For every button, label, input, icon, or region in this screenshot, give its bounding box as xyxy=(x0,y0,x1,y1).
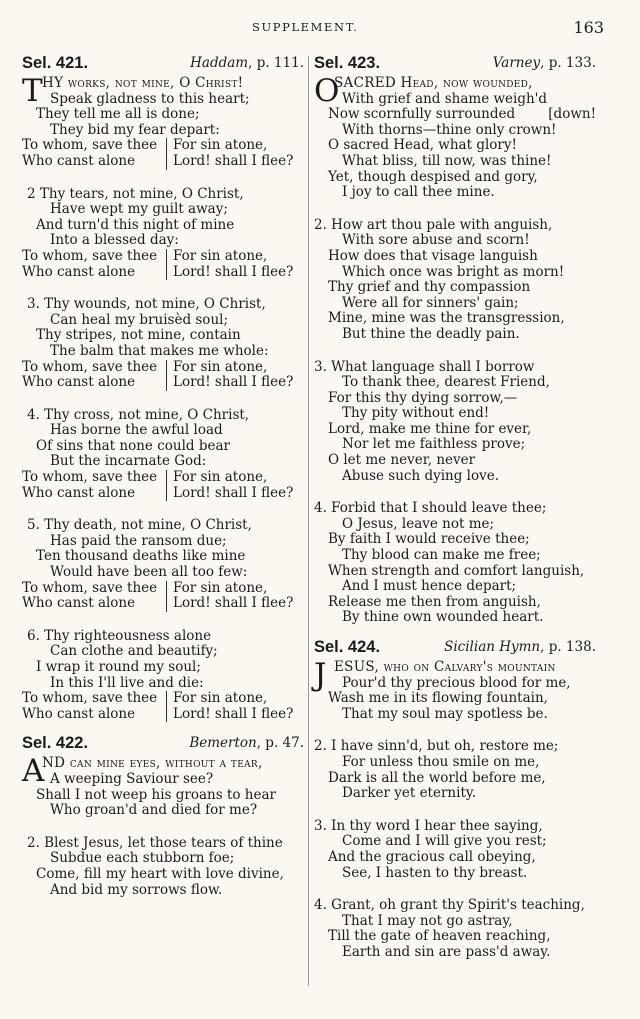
refrain-line: Lord! shall I flee? xyxy=(173,484,294,501)
hymn-line: They tell me all is done; xyxy=(36,106,200,123)
drop-cap: A xyxy=(22,753,45,790)
hymn-line: Has paid the ransom due; xyxy=(50,532,227,549)
tune-page: , p. 47. xyxy=(256,735,304,752)
refrain-line: Lord! shall I flee? xyxy=(173,595,294,612)
hymn-line: I wrap it round my soul; xyxy=(36,659,201,675)
hymn-line: Thy pity without end! xyxy=(342,405,490,422)
hymn-line: Thy blood can make me free; xyxy=(342,547,541,564)
refrain-line: Who canst alone xyxy=(22,595,136,612)
turnover-word: [down! xyxy=(548,106,596,123)
first-line-text: HY works, not mine, O Christ! xyxy=(42,75,244,91)
hymn-line: 3. Thy wounds, not mine, O Christ, xyxy=(27,296,266,313)
hymn-line: Wash me in its flowing fountain, xyxy=(328,690,548,707)
hymn-line: By faith I would receive thee; xyxy=(328,531,530,548)
refrain-line: Who canst alone xyxy=(22,152,136,169)
hymn-line: Earth and sin are pass'd away. xyxy=(342,943,551,960)
refrain-line: To whom, save thee xyxy=(22,469,158,486)
tune-name: Sicilian Hymn xyxy=(444,639,541,655)
hymn-line: 2. Blest Jesus, let those tears of thine xyxy=(27,834,283,851)
hymn-line: Pour'd thy precious blood for me, xyxy=(342,674,571,691)
hymn-line: Subdue each stubborn foe; xyxy=(50,850,235,867)
hymn-line: See, I hasten to thy breast. xyxy=(342,864,528,881)
hymn-line: Thy stripes, not mine, contain xyxy=(36,327,241,344)
column-divider xyxy=(308,56,309,986)
hymn-line: Speak gladness to this heart; xyxy=(50,90,250,107)
hymn-line: 4. Forbid that I should leave thee; xyxy=(314,500,547,517)
hymn-line: Have wept my guilt away; xyxy=(50,201,228,218)
drop-cap: O xyxy=(314,73,340,109)
refrain-line: For sin atone, xyxy=(173,690,268,707)
hymn-line: And turn'd this night of mine xyxy=(36,216,235,233)
refrain-line: To whom, save thee xyxy=(22,358,158,375)
hymn-line: Abuse such dying love. xyxy=(342,467,500,484)
hymn-line xyxy=(314,107,596,123)
hymn-line: With grief and shame weigh'd xyxy=(342,90,548,107)
hymn-422 xyxy=(22,732,304,898)
hymn-line: Can heal my bruisèd soul; xyxy=(50,311,228,328)
hymn-line: Release me then from anguish, xyxy=(328,593,541,610)
refrain-line: For sin atone, xyxy=(173,358,268,375)
tune-page: , p. 133. xyxy=(540,55,596,71)
hymn-line: Which once was bright as morn! xyxy=(342,263,565,280)
first-line-text: ND can mine eyes, without a tear, xyxy=(42,755,263,772)
hymn-line: And I must hence depart; xyxy=(342,578,517,595)
hymn-line: How does that visage languish xyxy=(328,247,538,264)
refrain xyxy=(22,581,304,612)
tune-name: Bemerton xyxy=(189,735,257,752)
hymn-line: O let me never, never xyxy=(328,452,476,469)
hymn-line: Were all for sinners' gain; xyxy=(342,294,519,311)
hymn-line: Can clothe and beautify; xyxy=(50,643,218,660)
hymn-line: But the incarnate God: xyxy=(50,453,207,470)
refrain xyxy=(22,360,304,391)
hymn-line: What bliss, till now, was thine! xyxy=(342,152,552,169)
hymn-line: I joy to call thee mine. xyxy=(342,184,495,201)
hymn-line: 5. Thy death, not mine, O Christ, xyxy=(27,517,252,534)
refrain xyxy=(22,470,304,501)
first-line-text: SACRED Head, now wounded, xyxy=(334,75,533,91)
hymn-line: But thine the deadly pain. xyxy=(342,325,520,342)
hymn-line: Of sins that none could bear xyxy=(36,437,230,454)
selection-number: Sel. 422. xyxy=(22,734,89,753)
hymn-line: In this I'll live and die: xyxy=(50,674,204,691)
hymn-line: Who groan'd and died for me? xyxy=(50,802,258,819)
hymn-line: Darker yet eternity. xyxy=(342,785,476,802)
right-column xyxy=(314,52,596,961)
hymn-line: Mine, mine was the transgression, xyxy=(328,310,565,327)
refrain-line: Lord! shall I flee? xyxy=(173,152,294,169)
refrain-line: For sin atone, xyxy=(173,247,268,264)
hymn-line: 3. In thy word I hear thee saying, xyxy=(314,817,543,834)
tune-page: , p. 111. xyxy=(248,55,304,71)
hymn-line: O sacred Head, what glory! xyxy=(328,137,517,154)
hymn-line: 4. Thy cross, not mine, O Christ, xyxy=(27,406,250,423)
refrain-line: Who canst alone xyxy=(22,484,136,501)
tune-page: , p. 138. xyxy=(540,639,596,655)
selection-heading xyxy=(22,52,304,76)
hymn-line: 3. What language shall I borrow xyxy=(314,358,535,375)
hymn-line: Yet, though despised and gory, xyxy=(328,168,538,185)
left-column xyxy=(22,52,304,898)
refrain-line: Who canst alone xyxy=(22,374,136,391)
hymn-line: Lord, make me thine for ever, xyxy=(328,420,532,437)
hymn-line: And the gracious call obeying, xyxy=(328,848,536,865)
hymn-421 xyxy=(22,52,304,722)
selection-heading xyxy=(314,52,596,76)
tune-name: Varney xyxy=(492,55,541,71)
selection-heading xyxy=(22,732,304,756)
hymn-line: Has borne the awful load xyxy=(50,422,223,439)
refrain-line: To whom, save thee xyxy=(22,247,158,264)
hymn-line-text: Now scornfully surrounded xyxy=(328,106,516,123)
first-line-text: ESUS, who on Calvary's mountain xyxy=(334,659,556,675)
refrain-line: Lord! shall I flee? xyxy=(173,263,294,280)
tune-reference xyxy=(493,55,596,71)
hymn-line: And bid my sorrows flow. xyxy=(50,881,223,898)
hymn-line: They bid my fear depart: xyxy=(50,121,220,138)
hymn-line: That I may not go astray, xyxy=(342,912,513,929)
hymn-line: O Jesus, leave not me; xyxy=(342,515,495,532)
hymn-line: Come and I will give you rest; xyxy=(342,833,547,850)
hymn-line: By thine own wounded heart. xyxy=(342,609,544,626)
tune-reference xyxy=(189,735,304,751)
hymn-line: 2 Thy tears, not mine, O Christ, xyxy=(27,185,244,202)
hymn-424 xyxy=(314,636,596,961)
hymn-line: Nor let me faithless prove; xyxy=(342,436,526,453)
hymn-line: A weeping Saviour see? xyxy=(50,770,214,787)
hymn-line: Ten thousand deaths like mine xyxy=(36,548,246,565)
refrain-line: To whom, save thee xyxy=(22,579,158,596)
refrain-line: Who canst alone xyxy=(22,705,136,722)
hymn-line: The balm that makes me whole: xyxy=(50,342,269,359)
hymn-line: That my soul may spotless be. xyxy=(342,705,548,722)
selection-number: Sel. 423. xyxy=(314,54,381,72)
hymn-line: With thorns—thine only crown! xyxy=(342,121,557,138)
hymn-line: Dark is all the world before me, xyxy=(328,769,546,786)
hymn-line: 2. I have sinn'd, but oh, restore me; xyxy=(314,738,559,755)
refrain-line: To whom, save thee xyxy=(22,137,158,154)
page-number: 163 xyxy=(573,18,604,37)
drop-cap: J xyxy=(314,657,327,693)
refrain xyxy=(22,691,304,722)
hymn-line: When strength and comfort languish, xyxy=(328,562,585,579)
refrain-line: For sin atone, xyxy=(173,469,268,486)
hymn-line: Till the gate of heaven reaching, xyxy=(328,928,551,945)
tune-reference xyxy=(190,55,304,71)
selection-heading xyxy=(314,636,596,660)
selection-number: Sel. 421. xyxy=(22,54,89,72)
hymn-line: To thank thee, dearest Friend, xyxy=(342,374,550,391)
hymn-line: Thy grief and thy compassion xyxy=(328,279,531,296)
selection-number: Sel. 424. xyxy=(314,638,381,656)
refrain-line: Who canst alone xyxy=(22,263,136,280)
tune-name: Haddam xyxy=(190,55,249,71)
refrain xyxy=(22,249,304,280)
page-header xyxy=(0,18,640,38)
hymn-line: 4. Grant, oh grant thy Spirit's teaching, xyxy=(314,897,585,914)
refrain-line: Lord! shall I flee? xyxy=(173,374,294,391)
refrain-line: For sin atone, xyxy=(173,137,268,154)
hymn-line: Come, fill my heart with love divine, xyxy=(36,865,284,882)
refrain-line: To whom, save thee xyxy=(22,690,158,707)
hymn-line: With sore abuse and scorn! xyxy=(342,232,530,249)
hymn-line: 6. Thy righteousness alone xyxy=(27,627,212,644)
hymn-line: For this thy dying sorrow,— xyxy=(328,389,518,406)
refrain-line: For sin atone, xyxy=(173,579,268,596)
refrain xyxy=(22,138,304,169)
hymn-423 xyxy=(314,52,596,626)
hymn-line: 2. How art thou pale with anguish, xyxy=(314,216,553,233)
running-head: SUPPLEMENT. xyxy=(252,20,359,34)
drop-cap: T xyxy=(22,73,43,109)
hymn-line: For unless thou smile on me, xyxy=(342,753,540,770)
refrain-line: Lord! shall I flee? xyxy=(173,705,294,722)
hymn-line: Into a blessed day: xyxy=(50,232,179,249)
hymn-line: Would have been all too few: xyxy=(50,564,248,581)
tune-reference xyxy=(444,639,596,655)
hymn-line: Shall I not weep his groans to hear xyxy=(36,786,276,803)
